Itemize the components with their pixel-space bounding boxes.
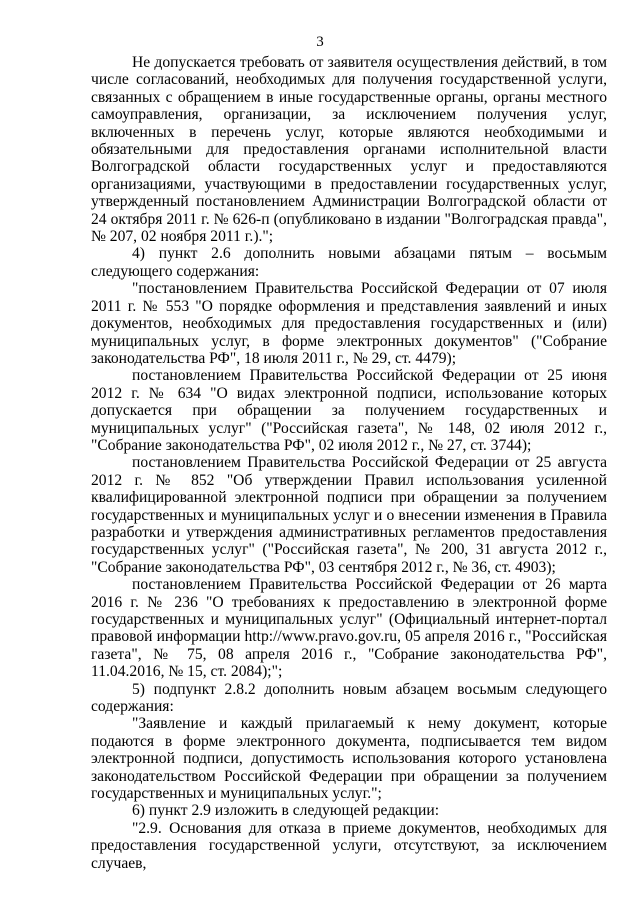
paragraph-decree-852: постановлением Правительства Российской Федерации от 25 августа 2012 г. № 852 "Об утверждении Правил использования усиленной квалифицированной электронной подписи при обращении за получением государственных и муниципальных услуг и о внесении изменения в Правила разработки и утверждения административных регламентов предоставления государственных услуг" ("Российская газета", № 200, 31 августа 2012 г., "Собрание законодательства РФ", 03 сентября 2012 г., № 36, ст. 4903);: [91, 454, 607, 576]
paragraph-prohibition: Не допускается требовать от заявителя осуществления действий, в том числе согласований, необходимых для получения государственной услуги, связанных с обращением в иные государственные органы, органы местного самоуправления, организации, за исключением получения услуг, включенных в перечень услуг, которые являются необходимыми и обязательными для предоставления органами исполнительной власти Волгоградской области государственных услуг и предоставляются организациями, участвующими в предоставлении государственных услуг, утвержденный постановлением Администрации Волгоградской области от 24 октября 2011 г. № 626-п (опубликовано в издании "Волгоградская правда", № 207, 02 ноября 2011 г.).";: [91, 54, 607, 246]
paragraph-decree-634: постановлением Правительства Российской Федерации от 25 июня 2012 г. № 634 "О видах электронной подписи, использование которых допускается при обращении за получением государственных и муниципальных услуг" ("Российская газета", № 148, 02 июля 2012 г., "Собрание законодательства РФ", 02 июля 2012 г., № 27, ст. 3744);: [91, 367, 607, 454]
paragraph-clause-2-9: "2.9. Основания для отказа в приеме документов, необходимых для предоставления государственной услуги, отсутствуют, за исключением случаев,: [91, 819, 607, 872]
page-number: 3: [316, 34, 324, 50]
paragraph-item-6: 6) пункт 2.9 изложить в следующей редакции:: [132, 802, 440, 820]
paragraph-decree-236: постановлением Правительства Российской Федерации от 26 марта 2016 г. № 236 "О требованиях к предоставлению в электронной форме государственных и муниципальных услуг" (Официальный интернет-портал правовой информации http://www.pravo.gov.ru, 05 апреля 2016 г., "Российская газета", № 75, 08 апреля 2016 г., "Собрание законодательства РФ", 11.04.2016, № 15, ст. 2084);";: [91, 576, 607, 681]
paragraph-signature-rule: "Заявление и каждый прилагаемый к нему документ, которые подаются в форме электронного документа, подписывается тем видом электронной подписи, допустимость использования которого установлена законодательством Российской Федерации при обращении за получением государственных и муниципальных услуг.";: [91, 715, 607, 803]
paragraph-item-4: 4) пункт 2.6 дополнить новыми абзацами пятым – восьмым следующего содержания:: [91, 245, 607, 280]
paragraph-decree-553: "постановлением Правительства Российской Федерации от 07 июля 2011 г. № 553 "О порядке оформления и представления заявлений и иных документов, необходимых для предоставления государственных и (или) муниципальных услуг, в форме электронных документов" ("Собрание законодательства РФ", 18 июля 2011 г., № 29, ст. 4479);: [91, 280, 607, 367]
paragraph-item-5: 5) подпункт 2.8.2 дополнить новым абзацем восьмым следующего содержания:: [91, 680, 607, 716]
document-body: [91, 54, 607, 872]
